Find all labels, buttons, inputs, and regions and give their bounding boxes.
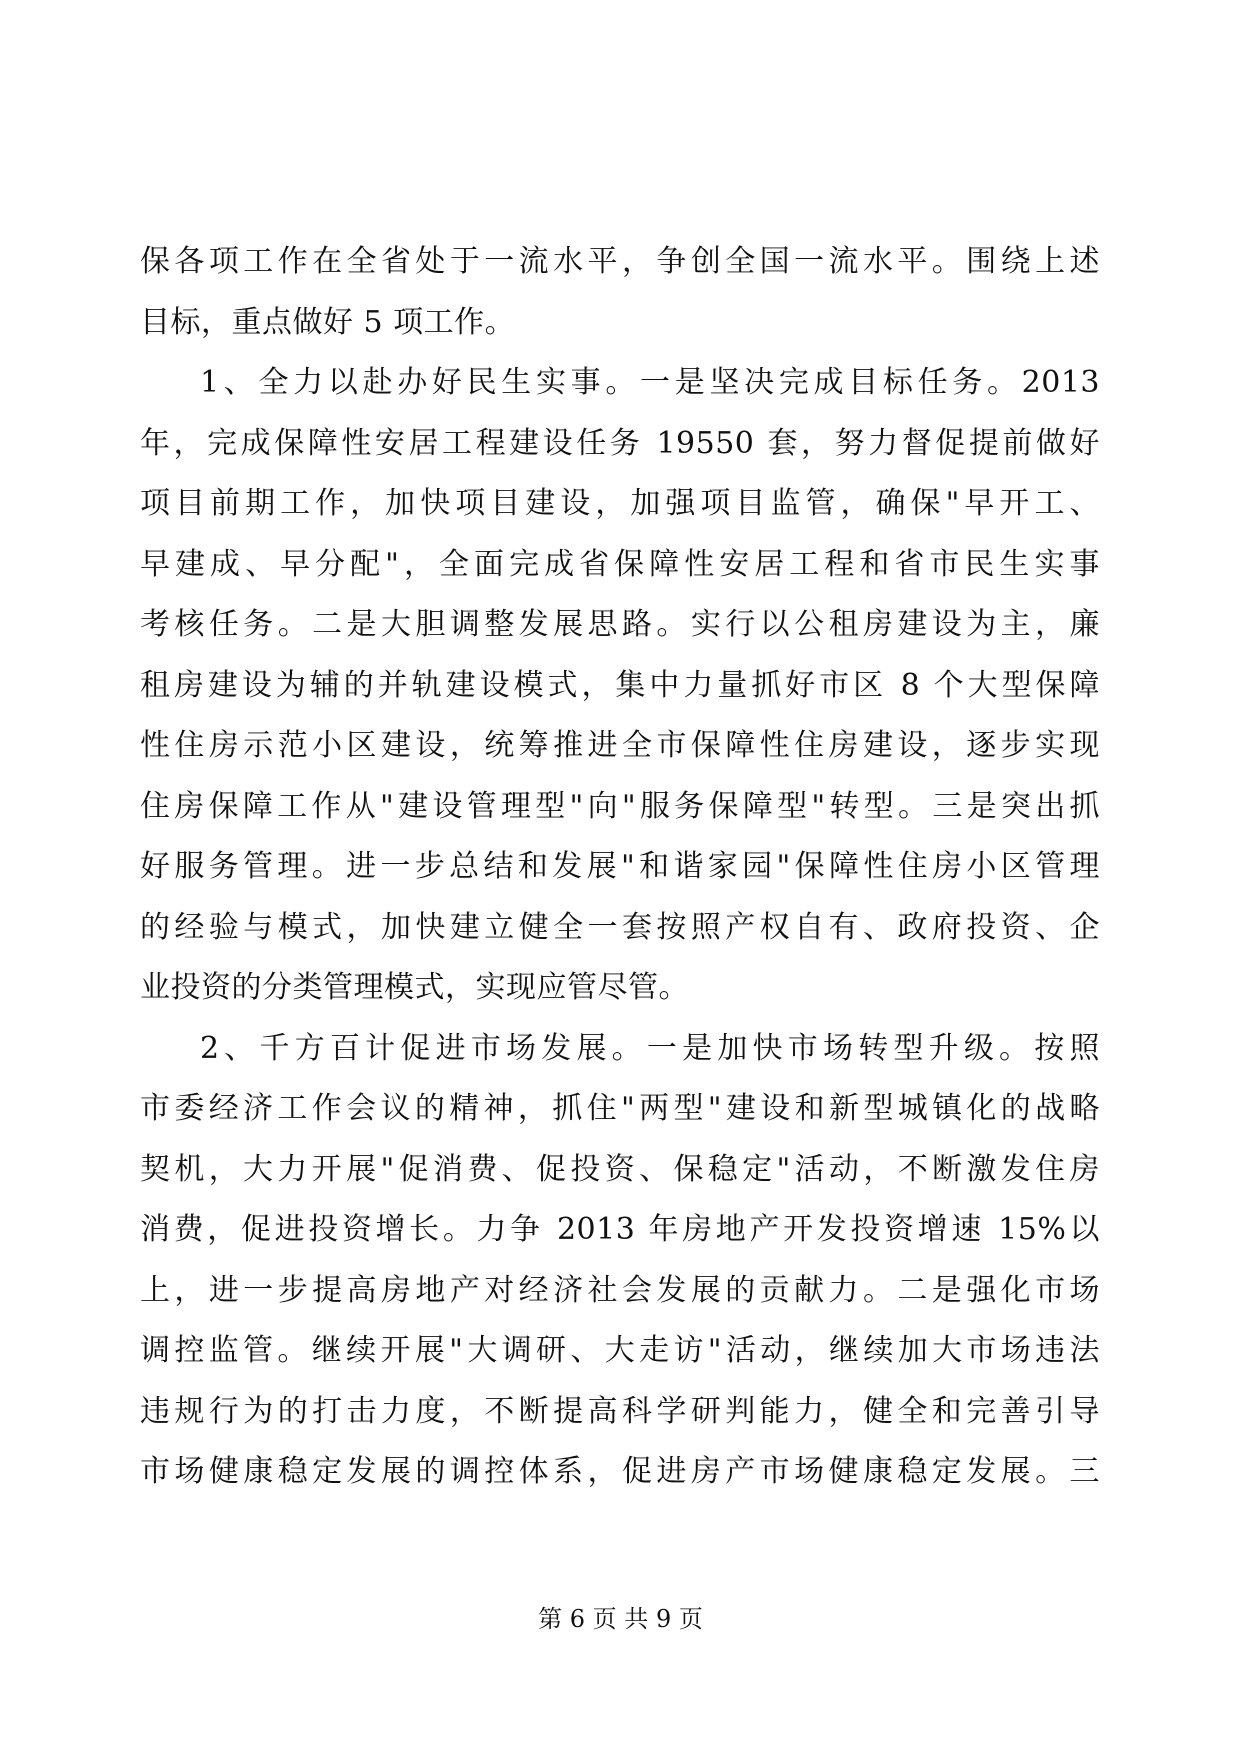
paragraph-first-line: 2、千方百计促进市场发展。一是加快市场转型升级。按照 [200,1030,1100,1066]
paragraph-first-line: 1、全力以赴办好民生实事。一是坚决完成目标任务。2013 [200,365,1100,400]
text-line: 租房建设为辅的并轨建设模式，集中力量抓好市区 8 个大型保障 [140,667,1100,703]
text-line: 保各项工作在全省处于一流水平，争创全国一流水平。围绕上述 [140,244,1100,279]
text-line: 调控监管。继续开展"大调研、大走访"活动，继续加大市场违法 [140,1333,1100,1368]
text-line: 契机，大力开展"促消费、促投资、保稳定"活动，不断激发住房 [140,1151,1100,1187]
text-line: 年，完成保障性安居工程建设任务 19550 套，努力督促提前做好 [140,425,1100,461]
text-line: 违规行为的打击力度，不断提高科学研判能力，健全和完善引导 [140,1393,1100,1429]
text-line: 消费，促进投资增长。力争 2013 年房地产开发投资增速 15%以 [140,1212,1100,1247]
text-line: 的经验与模式，加快建立健全一套按照产权自有、政府投资、企 [140,909,1100,945]
text-line: 性住房示范小区建设，统筹推进全市保障性住房建设，逐步实现 [140,728,1100,763]
document-body [140,232,1100,1503]
text-line: 早建成、早分配"，全面完成省保障性安居工程和省市民生实事 [140,546,1100,582]
text-line: 住房保障工作从"建设管理型"向"服务保障型"转型。三是突出抓 [140,788,1100,824]
text-line: 市场健康稳定发展的调控体系，促进房产市场健康稳定发展。三 [140,1454,1100,1489]
text-line: 好服务管理。进一步总结和发展"和谐家园"保障性住房小区管理 [140,849,1100,884]
text-line: 目标，重点做好 5 项工作。 [140,304,516,340]
text-line: 市委经济工作会议的精神，抓住"两型"建设和新型城镇化的战略 [140,1091,1100,1126]
text-line: 项目前期工作，加快项目建设，加强项目监管，确保"早开工、 [140,486,1100,521]
text-line: 业投资的分类管理模式，实现应管尽管。 [140,970,689,1005]
page-number-footer: 第 6 页 共 9 页 [538,1605,703,1633]
text-line: 考核任务。二是大胆调整发展思路。实行以公租房建设为主，廉 [140,607,1100,642]
text-line: 上，进一步提高房地产对经济社会发展的贡献力。二是强化市场 [140,1272,1100,1308]
